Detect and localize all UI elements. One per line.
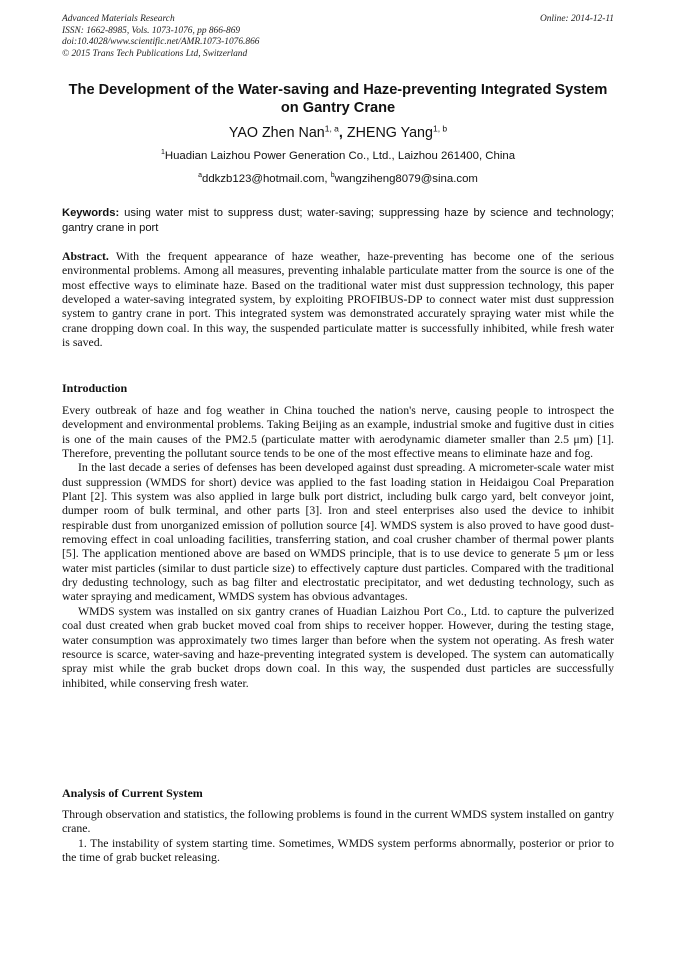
paragraph: WMDS system was installed on six gantry cranes of Huadian Laizhou Port Co., Ltd. to capture the pulverized coal dust created when grab bucket moved coal from ships to receiver hopper. However, during the testing stage, water consumption was approximately two times larger than before when the system not operating. As fresh water resource is scarce, water-saving and haze-preventing integrated system is developed. The system can automatically spray mist while the grab bucket drops down coal. In this way, the suspended dust particles are successfully inhibited, while conserving fresh water. bbox=[62, 603, 614, 690]
paragraph: 1. The instability of system starting time. Sometimes, WMDS system performs abnormally, posterior or prior to the time of grab bucket releasing. bbox=[62, 835, 614, 865]
email-superscript: b bbox=[330, 172, 335, 180]
paragraph: In the last decade a series of defenses has been developed against dust spreading. A micrometer-scale water mist dust suppression (WMDS for short) device was applied to the fast loading station in Heidaigou Coal Preparation Plant [2]. This system was also applied in large bulk port district, including bulk cargo yard, belt conveyor joint, dumper room of bulk terminal, and other parts [3]. Iron and steel enterprises also used the device to inhibit respirable dust from unorganized emission of pollution source [4]. WMDS system is also proved to have good dust-removing effect in coal unloading facilities, transferring station, and coal crusher chamber of thermal power plants [5]. The application mentioned above are based on WMDS principle, that is to use device to generate 5 μm or less water mist particles (similar to dust particle size) to effectively capture dust particles. Compared with the traditional dry dedusting technology, such as bag filter and electrostatic precipitator, and wet dedusting technology, such as water spraying and medicament, WMDS system has obvious advantages. bbox=[62, 460, 614, 604]
abstract-text: With the frequent appearance of haze weather, haze-preventing has become one of the serious environmental problems. Among all measures, preventing inhalable particulate matter from the source is one of the most effective ways to eliminate haze. Based on the traditional water mist dust suppression technology, this paper developed a water-saving integrated system, by exploiting PROFIBUS-DP to connect water mist dust suppression system to gantry crane in port. This integrated system was demonstrated accurately spraying water mist while the crane dropping down coal. In this way, the suspended particulate matter is successfully inhibited, while fresh water is saved. bbox=[62, 249, 614, 350]
abstract bbox=[62, 249, 614, 349]
introduction-body bbox=[62, 403, 614, 690]
author-line bbox=[62, 124, 614, 142]
email-superscript: a bbox=[198, 172, 202, 180]
copyright-line: © 2015 Trans Tech Publications Ltd, Switzerland bbox=[62, 48, 248, 59]
author-name: ZHENG Yang bbox=[346, 125, 433, 141]
issn-line: ISSN: 1662-8985, Vols. 1073-1076, pp 866-869 bbox=[62, 25, 241, 36]
author-superscript: 1, b bbox=[432, 123, 448, 134]
keywords bbox=[62, 206, 614, 235]
section-heading-analysis: Analysis of Current System bbox=[62, 786, 203, 800]
affiliation-text: Huadian Laizhou Power Generation Co., Ltd., Laizhou 261400, China bbox=[164, 150, 516, 162]
online-date: Online: 2014-12-11 bbox=[539, 14, 614, 24]
affiliation-superscript: 1 bbox=[160, 149, 165, 157]
author-separator: , bbox=[338, 125, 347, 141]
paragraph: Every outbreak of haze and fog weather in China touched the nation's nerve, causing people to introspect the development and environmental problems. Taking Beijing as an example, industrial smoke and fugitive dust in cities is one of the main causes of the PM2.5 (particulate matter with aerodynamic diameter smaller than 2.5 μm) [1]. Therefore, preventing the pollutant source tends to be one of the most effective means to eliminate haze and fog. bbox=[62, 403, 614, 461]
analysis-body bbox=[62, 807, 614, 864]
email-address[interactable]: wangziheng8079@sina.com bbox=[334, 173, 478, 185]
doi-line[interactable]: doi:10.4028/www.scientific.net/AMR.1073-1076.866 bbox=[62, 37, 260, 47]
keywords-text: using water mist to suppress dust; water-saving; suppressing haze by science and technology; gantry crane in port bbox=[62, 207, 614, 234]
section-heading-introduction: Introduction bbox=[62, 381, 128, 395]
paper-title: The Development of the Water-saving and Haze-preventing Integrated System on Gantry Crane bbox=[68, 82, 608, 116]
paragraph: Through observation and statistics, the following problems is found in the current WMDS system installed on gantry crane. bbox=[62, 807, 614, 836]
email-line bbox=[62, 172, 614, 186]
author-superscript: 1, a bbox=[324, 123, 339, 134]
abstract-label: Abstract. bbox=[62, 249, 109, 263]
affiliation bbox=[62, 149, 614, 163]
keywords-label: Keywords: bbox=[62, 207, 120, 219]
journal-name: Advanced Materials Research bbox=[62, 14, 175, 24]
author-name: YAO Zhen Nan bbox=[228, 125, 325, 141]
publication-header bbox=[62, 14, 614, 60]
email-address[interactable]: ddkzb123@hotmail.com, bbox=[202, 173, 331, 185]
